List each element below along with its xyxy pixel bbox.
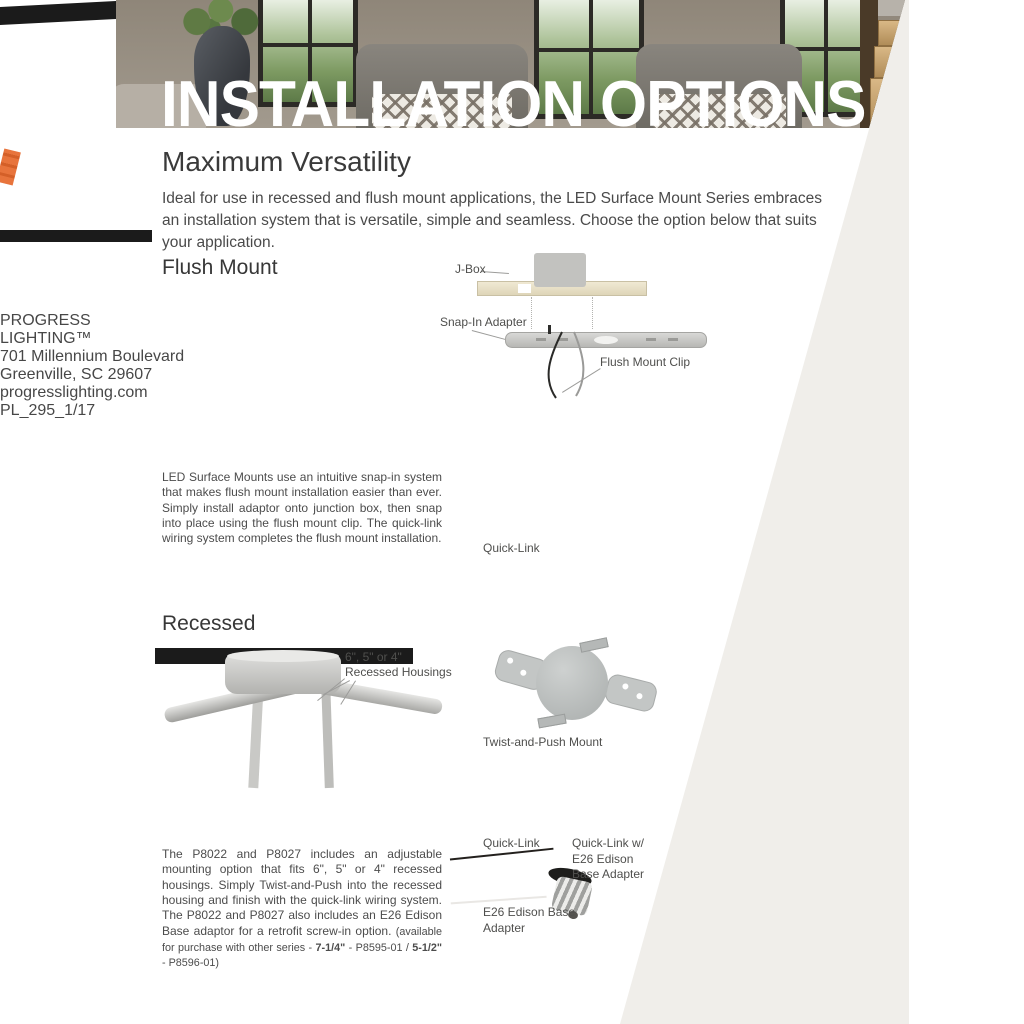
wing-hole [636,693,643,700]
flush-mount-fixture-small [0,230,152,312]
recessed-note-pre: (available for purchase with other series - [162,925,442,954]
intro-heading: Maximum Versatility [162,146,411,177]
brand-name-progress: PROGRESS [0,312,91,329]
brand-lighting-text: LIGHTING [0,330,76,347]
fixture-clip [1,268,151,294]
j-box-label: J-Box [455,262,486,276]
junction-box-face [534,253,586,287]
twist-and-push-caption: Twist-and-Push Mount [483,735,603,749]
housing-cup [225,654,341,694]
wing-hole [622,683,629,690]
flush-mount-heading: Flush Mount [162,256,278,279]
twist-and-push-diagram [470,596,690,734]
plate-tab [579,637,608,653]
fixture-spec-label [0,242,52,266]
alignment-dotted-line [531,297,532,329]
address-city: Greenville, SC 29607 [0,366,153,383]
window-muntin [263,43,353,47]
address-street: 701 Millennium Boulevard [0,348,185,365]
mounting-wing [603,672,659,713]
recessed-housings-label-line1: 6", 5" or 4" [345,650,402,664]
recessed-note-end: - P8596-01) [162,957,220,970]
trademark-symbol: ™ [75,330,92,347]
adapter-slot [668,338,678,341]
housing-cup-top [227,650,339,662]
recessed-paragraph-main: The P8022 and P8027 includes an adjustable mounting option that fits 6", 5" or 4" recessed housings. Simply Twist-and-Push into the recessed housing and finish with the quick-link wiring system. The P8022 and P8027 also includes an E26 Edison Base adaptor for a retrofit screw-in option. [162,847,442,938]
quick-link-caption: Quick-Link [483,836,540,850]
adapter-slot [646,338,656,341]
company-website-link[interactable]: progresslighting.com [0,384,148,401]
e26-adapter-caption: E26 Edison Base Adapter [483,905,576,935]
window-muntin [539,48,639,52]
recessed-heading: Recessed [162,612,256,635]
recessed-note-mid: - P8595-01 / [345,941,413,954]
fixture-gasket-ring [0,230,152,242]
recessed-note-size2: 5-1/2" [412,941,442,954]
quick-link-connector [0,148,21,185]
snap-in-adapter-label: Snap-In Adapter [440,315,527,329]
recessed-housings-label-line2: Recessed Housings [345,665,452,679]
mount-plate [536,646,608,720]
recessed-housings-label [345,650,452,680]
plate-tab [537,714,566,729]
wing-hole [506,657,513,664]
flush-mount-paragraph: LED Surface Mounts use an intuitive snap-in system that makes flush mount installation easier than ever. Simply install adaptor onto junction box, then snap into place using the flush mount clip. The quick-link wiring system completes the flush mount installation. [162,470,442,546]
fixture-clip [1,268,151,294]
quick-link-caption: Quick-Link [483,541,540,555]
recessed-note-size1: 7-1/4" [315,941,346,954]
page-title: INSTALLATION OPTIONS [161,67,866,140]
flush-mount-clip-label: Flush Mount Clip [600,355,691,369]
flush-mount-clip [0,266,22,281]
alignment-dotted-line [592,297,593,329]
quick-link-connector [154,799,183,820]
recessed-paragraph [162,847,442,971]
quick-link-e26-caption: Quick-Link w/ E26 Edison Base Adapter [572,836,645,882]
junction-box [512,248,602,293]
wing-hole [520,669,527,676]
document-code: PL_295_1/17 [0,402,96,419]
junction-box-notch [518,284,531,293]
intro-paragraph: Ideal for use in recessed and flush mount applications, the LED Surface Mount Series embraces an installation system that is versatile, simple and seamless. Choose the option below that suits your application. [162,190,822,251]
